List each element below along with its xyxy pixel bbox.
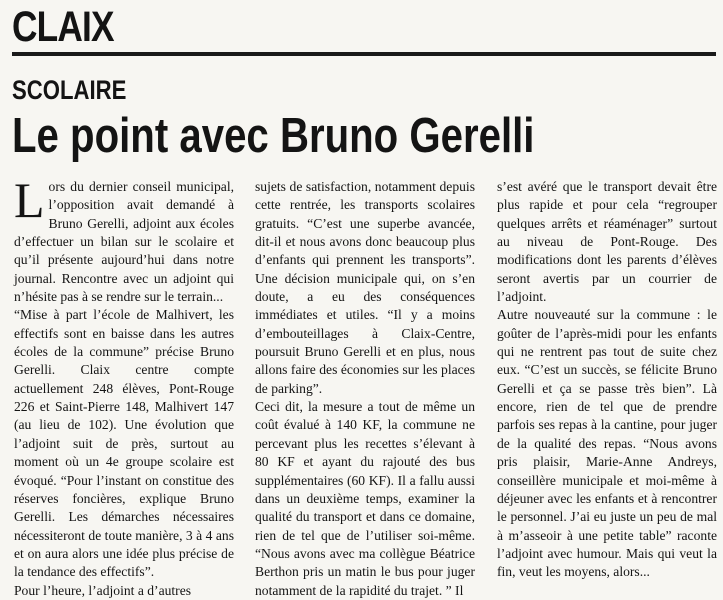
rubric-title: CLAIX [12,3,114,51]
article-column-2 [255,178,475,600]
paragraph: Pour l’heure, l’adjoint a d’autres [14,582,192,598]
drop-cap: L [14,172,45,228]
paragraph: Ceci dit, la mesure a tout de même un coût évalué à 140 KF, la commune ne percevant plus les recettes s’élevant à 80 KF et ayant du rajouté des bus supplémentaires (60 KF). Il a fallu aussi dans un deuxième temps, examiner la qualité du transport et dans ce domaine, rien de tel que de l’utiliser soi-même. “Nous avons avec ma collègue Béatrice Berthon pris un matin le bus pour juger notamment de la rapidité du trajet. ” Il [255,399,475,598]
article-column-1 [14,172,234,600]
rubric-rule [12,52,716,56]
article-column-3 [497,178,717,582]
paragraph: “Mise à part l’école de Malhivert, les effectifs sont en baisse dans les autres écoles de la commune” précise Bruno Gerelli. Claix centre compte actuellement 248 élèves, Pont-Rouge 226 et Saint-Pierre 148, Malhivert 147 (au lieu de 102). Une évolution que l’adjoint suit de près, surtout au moment où un 4e groupe scolaire est évoqué. “Pour l’instant on constitue des réserves foncières, explique Bruno Gerelli. Les démarches nécessaires nécessiteront de toute manière, 3 à 4 ans et on aura alors une idée plus précise de la tendance des effectifs”. [14,307,234,580]
paragraph: Autre nouveauté sur la commune : le goûter de l’après-midi pour les enfants qui ne rentrent pas tout de suite chez eux. “C’est un succès, se félicite Bruno Gerelli et ça se passe très bien”. Là encore, rien de tel que de prendre parfois ses repas à la cantine, pour juger de la qualité des repas. “Nous avons pris plaisir, Marie-Anne Andreys, conseillère municipale et moi-même à déjeuner avec les enfants et à rencontrer le personnel. J’ai eu juste un peu de mal à m’asseoir à une petite table” raconte l’adjoint avec humour. Mais qui veut la fin, veut les moyens, alors... [497,307,717,580]
section-label: SCOLAIRE [12,75,127,105]
paragraph: s’est avéré que le transport devait être plus rapide et pour cela “regrouper quelques arrêts et réaménager” surtout au niveau de Pont-Rouge. Des modifications dont les parents d’élèves seront avertis par un courrier de l’adjoint. [497,179,717,305]
paragraph [14,172,234,306]
article-headline: Le point avec Bruno Gerelli [12,109,535,163]
paragraph: sujets de satisfaction, notamment depuis cette rentrée, les transports scolaires gratuits. “C’est une superbe avancée, dit-il et nous avons donc beaucoup plus d’enfants qui prennent les transports”. Une décision municipale qui, on s’en doute, a eu des conséquences immédiates et utiles. “Il y a moins d’embouteillages à Claix-Centre, poursuit Bruno Gerelli et en plus, nous allons faire des économies sur les places de parking”. [255,179,475,396]
paragraph-text: ors du dernier conseil municipal, l’opposition avait demandé à Bruno Gerelli, adjoint aux écoles d’effectuer un bilan sur le scolaire et qu’il présente aujourd’hui dans notre journal. Rencontre avec un adjoint qui n’hésite pas à se rendre sur le terrain... [14,179,234,305]
